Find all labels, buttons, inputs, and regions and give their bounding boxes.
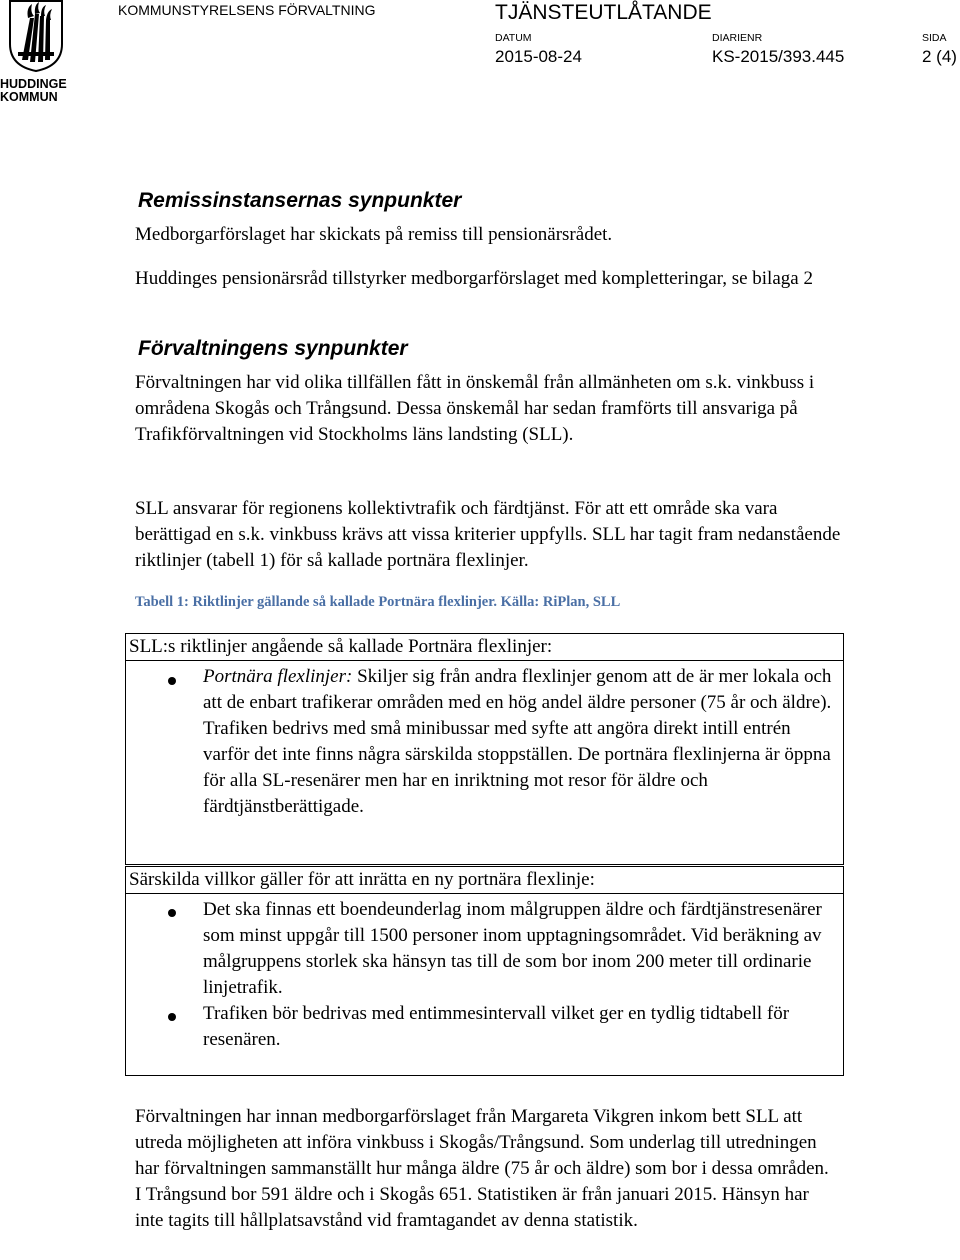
remiss-paragraph-1: Medborgarförslaget har skickats på remiss till pensionärsrådet. (135, 224, 613, 245)
bullet-icon (168, 909, 176, 917)
date-label: DATUM (495, 32, 532, 44)
condition-bullet-2: Trafiken bör bedrivas med entimmesintervall vilket ger en tydlig tidtabell för resenären. (203, 1003, 790, 1050)
bullet-icon (168, 677, 176, 685)
guideline-bullet-1 (203, 664, 833, 820)
diarienr-value: KS-2015/393.445 (712, 47, 845, 66)
guideline-bullet-1-text: Skiljer sig från andra flexlinjer genom att de är mer lokala och att de enbart trafikerar områden med en hög andel äldre personer (75 år och äldre). Trafiken bedrivs med små minibussar med syfte att angöra direkt intill entrén varför det inte finns några särskilda stoppställen. De portnära flexlinjerna är öppna för alla SL-resenärer men har en inriktning mot resor för äldre och färdtjänstberättigade. (203, 666, 832, 817)
table-caption: Tabell 1: Riktlinjer gällande så kallade Portnära flexlinjer. Källa: RiPlan, SLL (135, 594, 621, 610)
organization-name: KOMMUNSTYRELSENS FÖRVALTNING (118, 2, 376, 18)
logo-text-line1: HUDDINGE (0, 77, 67, 91)
remiss-paragraph-2: Huddinges pensionärsråd tillstyrker medborgarförslaget med kompletteringar, se bilaga 2 (135, 268, 813, 289)
conditions-box (125, 866, 844, 1076)
document-type: TJÄNSTEUTLÅTANDE (495, 1, 712, 24)
coat-of-arms-icon (8, 0, 64, 72)
page-label: SIDA (922, 32, 947, 44)
logo-text-line2: KOMMUN (0, 90, 58, 104)
conditions-header: Särskilda villkor gäller för att inrätta en ny portnära flexlinje: (126, 867, 843, 894)
diarienr-label: DIARIENR (712, 32, 763, 44)
bullet-icon (168, 1013, 176, 1021)
guidelines-box (125, 633, 844, 865)
guideline-bullet-1-lead: Portnära flexlinjer: (203, 666, 353, 687)
forvaltning-heading: Förvaltningens synpunkter (138, 337, 408, 360)
page-value: 2 (4) (922, 47, 957, 66)
forvaltning-paragraph-2: SLL ansvarar för regionens kollektivtrafik och färdtjänst. För att ett område ska vara berättigad en s.k. vinkbuss krävs att vissa kriterier uppfylls. SLL har tagit fram nedanstående riktlinjer (tabell 1) för så kallade portnära flexlinjer. (135, 498, 841, 571)
huddinge-logo (0, 0, 70, 108)
final-paragraph: Förvaltningen har innan medborgarförslaget från Margareta Vikgren inkom bett SLL att utreda möjligheten att införa vinkbuss i Skogås/Trångsund. Som underlag till utredningen har förvaltningen sammanställt hur många äldre (75 år och äldre) som bor i dessa områden. I Trångsund bor 591 äldre och i Skogås 651. Statistiken är från januari 2015. Hänsyn har inte tagits till hållplatsavstånd vid framtagandet av denna statistik. (135, 1106, 829, 1231)
condition-bullet-1: Det ska finnas ett boendeunderlag inom målgruppen äldre och färdtjänstresenärer som minst uppgår till 1500 personer inom upptagningsområdet. Vid beräkning av målgruppens storlek ska hänsyn tas till de som bor inom 200 meter till ordinarie linjetrafik. (203, 899, 822, 998)
forvaltning-paragraph-1: Förvaltningen har vid olika tillfällen fått in önskemål från allmänheten om s.k. vinkbuss i områdena Skogås och Trångsund. Dessa önskemål har sedan framförts till ansvariga på Trafikförvaltningen vid Stockholms läns landsting (SLL). (135, 372, 815, 445)
remiss-heading: Remissinstansernas synpunkter (138, 189, 462, 212)
guidelines-header: SLL:s riktlinjer angående så kallade Portnära flexlinjer: (126, 634, 843, 661)
date-value: 2015-08-24 (495, 47, 582, 66)
